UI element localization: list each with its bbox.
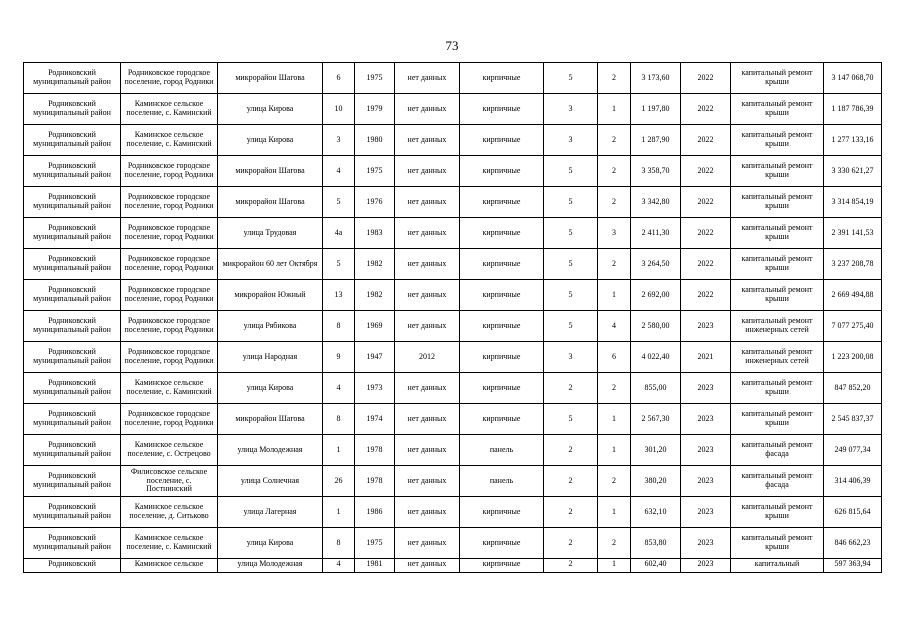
cell-work-type: капитальный ремонт крыши <box>731 497 824 528</box>
cell-house-number: 5 <box>323 187 355 218</box>
cell-entrances: 1 <box>598 497 631 528</box>
cell-cost: 2 545 837,37 <box>824 404 882 435</box>
cell-house-number: 8 <box>323 404 355 435</box>
cell-wall-material: кирпичные <box>460 559 544 573</box>
cell-year-renovated: нет данных <box>395 311 460 342</box>
cell-work-type: капитальный ремонт крыши <box>731 156 824 187</box>
cell-house-number: 6 <box>323 63 355 94</box>
cell-work-type: капитальный ремонт крыши <box>731 280 824 311</box>
cell-wall-material: панель <box>460 435 544 466</box>
cell-district: Родниковский муниципальный район <box>24 280 121 311</box>
cell-street: микрорайон 60 лет Октября <box>218 249 323 280</box>
cell-year-renovated: нет данных <box>395 528 460 559</box>
cell-year-renovated: нет данных <box>395 125 460 156</box>
cell-year-built: 1975 <box>355 63 395 94</box>
cell-district: Родниковский муниципальный район <box>24 435 121 466</box>
cell-entrances: 2 <box>598 156 631 187</box>
cell-year-planned: 2023 <box>681 373 731 404</box>
cell-settlement: Родниковское городское поселение, город Родники <box>121 156 218 187</box>
cell-district: Родниковский муниципальный район <box>24 94 121 125</box>
cell-district: Родниковский <box>24 559 121 573</box>
cell-house-number: 5 <box>323 249 355 280</box>
cell-street: микрорайон Шагова <box>218 63 323 94</box>
cell-cost: 597 363,94 <box>824 559 882 573</box>
cell-district: Родниковский муниципальный район <box>24 249 121 280</box>
cell-settlement: Родниковское городское поселение, город Родники <box>121 342 218 373</box>
cell-year-renovated: нет данных <box>395 63 460 94</box>
cell-year-planned: 2022 <box>681 63 731 94</box>
cell-cost: 847 852,20 <box>824 373 882 404</box>
cell-cost: 3 330 621,27 <box>824 156 882 187</box>
cell-work-type: капитальный ремонт инженерных сетей <box>731 311 824 342</box>
cell-area: 1 197,80 <box>631 94 681 125</box>
cell-district: Родниковский муниципальный район <box>24 466 121 497</box>
cell-area: 2 692,00 <box>631 280 681 311</box>
cell-house-number: 26 <box>323 466 355 497</box>
cell-work-type: капитальный ремонт крыши <box>731 404 824 435</box>
cell-wall-material: панель <box>460 466 544 497</box>
cell-floors: 2 <box>544 497 598 528</box>
cell-cost: 3 314 854,19 <box>824 187 882 218</box>
cell-year-planned: 2022 <box>681 94 731 125</box>
cell-year-planned: 2022 <box>681 156 731 187</box>
table-row <box>24 311 882 342</box>
table-row <box>24 342 882 373</box>
cell-floors: 5 <box>544 404 598 435</box>
cell-house-number: 8 <box>323 528 355 559</box>
cell-entrances: 2 <box>598 528 631 559</box>
cell-floors: 5 <box>544 280 598 311</box>
cell-area: 3 173,60 <box>631 63 681 94</box>
cell-entrances: 2 <box>598 249 631 280</box>
cell-floors: 5 <box>544 187 598 218</box>
table-row <box>24 466 882 497</box>
cell-district: Родниковский муниципальный район <box>24 311 121 342</box>
cell-settlement: Родниковское городское поселение, город Родники <box>121 404 218 435</box>
cell-area: 2 580,00 <box>631 311 681 342</box>
cell-year-planned: 2023 <box>681 466 731 497</box>
cell-settlement: Каминское сельское поселение, с. Каминский <box>121 528 218 559</box>
cell-year-built: 1969 <box>355 311 395 342</box>
cell-street: микрорайон Шагова <box>218 187 323 218</box>
cell-area: 301,20 <box>631 435 681 466</box>
cell-house-number: 13 <box>323 280 355 311</box>
cell-street: улица Народная <box>218 342 323 373</box>
table-row <box>24 94 882 125</box>
cell-area: 855,00 <box>631 373 681 404</box>
cell-cost: 2 391 141,53 <box>824 218 882 249</box>
cell-year-planned: 2022 <box>681 249 731 280</box>
cell-district: Родниковский муниципальный район <box>24 125 121 156</box>
table-row <box>24 435 882 466</box>
cell-wall-material: кирпичные <box>460 280 544 311</box>
cell-settlement: Родниковское городское поселение, город Родники <box>121 311 218 342</box>
cell-district: Родниковский муниципальный район <box>24 497 121 528</box>
table-row <box>24 280 882 311</box>
cell-year-renovated: нет данных <box>395 94 460 125</box>
cell-year-built: 1979 <box>355 94 395 125</box>
cell-street: улица Молодежная <box>218 435 323 466</box>
cell-work-type: капитальный ремонт крыши <box>731 94 824 125</box>
cell-entrances: 2 <box>598 466 631 497</box>
cell-year-planned: 2022 <box>681 187 731 218</box>
table-row <box>24 404 882 435</box>
cell-floors: 3 <box>544 125 598 156</box>
table-row <box>24 249 882 280</box>
cell-area: 380,20 <box>631 466 681 497</box>
cell-street: улица Трудовая <box>218 218 323 249</box>
cell-wall-material: кирпичные <box>460 528 544 559</box>
cell-year-planned: 2023 <box>681 559 731 573</box>
cell-settlement: Каминское сельское поселение, с. Каминский <box>121 373 218 404</box>
cell-cost: 3 147 068,70 <box>824 63 882 94</box>
cell-area: 632,10 <box>631 497 681 528</box>
cell-house-number: 4 <box>323 373 355 404</box>
cell-year-built: 1986 <box>355 497 395 528</box>
cell-year-built: 1982 <box>355 280 395 311</box>
cell-year-renovated: нет данных <box>395 218 460 249</box>
cell-entrances: 4 <box>598 311 631 342</box>
cell-house-number: 3 <box>323 125 355 156</box>
cell-year-built: 1974 <box>355 404 395 435</box>
cell-year-built: 1975 <box>355 156 395 187</box>
cell-district: Родниковский муниципальный район <box>24 404 121 435</box>
cell-cost: 249 077,34 <box>824 435 882 466</box>
cell-entrances: 1 <box>598 559 631 573</box>
cell-wall-material: кирпичные <box>460 125 544 156</box>
cell-district: Родниковский муниципальный район <box>24 156 121 187</box>
cell-wall-material: кирпичные <box>460 63 544 94</box>
cell-cost: 2 669 494,88 <box>824 280 882 311</box>
cell-street: улица Кирова <box>218 528 323 559</box>
cell-house-number: 4 <box>323 156 355 187</box>
cell-street: микрорайон Южный <box>218 280 323 311</box>
cell-year-renovated: нет данных <box>395 497 460 528</box>
cell-area: 2 411,30 <box>631 218 681 249</box>
cell-floors: 5 <box>544 249 598 280</box>
cell-year-built: 1978 <box>355 435 395 466</box>
table-row <box>24 373 882 404</box>
cell-year-renovated: нет данных <box>395 404 460 435</box>
cell-settlement: Родниковское городское поселение, город Родники <box>121 249 218 280</box>
cell-year-built: 1982 <box>355 249 395 280</box>
cell-floors: 3 <box>544 94 598 125</box>
cell-cost: 1 277 133,16 <box>824 125 882 156</box>
cell-cost: 3 237 208,78 <box>824 249 882 280</box>
cell-wall-material: кирпичные <box>460 497 544 528</box>
cell-wall-material: кирпичные <box>460 156 544 187</box>
cell-entrances: 1 <box>598 94 631 125</box>
cell-work-type: капитальный ремонт крыши <box>731 249 824 280</box>
cell-area: 4 022,40 <box>631 342 681 373</box>
cell-floors: 5 <box>544 218 598 249</box>
table-row <box>24 528 882 559</box>
cell-floors: 2 <box>544 559 598 573</box>
cell-year-planned: 2022 <box>681 125 731 156</box>
cell-work-type: капитальный ремонт фасада <box>731 435 824 466</box>
cell-year-planned: 2023 <box>681 497 731 528</box>
cell-wall-material: кирпичные <box>460 404 544 435</box>
cell-street: улица Солнечная <box>218 466 323 497</box>
cell-settlement: Каминское сельское <box>121 559 218 573</box>
table-body <box>24 63 882 573</box>
cell-year-planned: 2023 <box>681 311 731 342</box>
cell-street: улица Кирова <box>218 94 323 125</box>
cell-area: 1 287,90 <box>631 125 681 156</box>
cell-year-renovated: нет данных <box>395 280 460 311</box>
cell-street: улица Рябикова <box>218 311 323 342</box>
cell-settlement: Каминское сельское поселение, с. Каминский <box>121 125 218 156</box>
cell-settlement: Филисовское сельское поселение, с. Постнинский <box>121 466 218 497</box>
cell-wall-material: кирпичные <box>460 373 544 404</box>
table-row <box>24 125 882 156</box>
cell-area: 3 358,70 <box>631 156 681 187</box>
cell-floors: 2 <box>544 528 598 559</box>
cell-entrances: 6 <box>598 342 631 373</box>
cell-settlement: Родниковское городское поселение, город Родники <box>121 218 218 249</box>
cell-wall-material: кирпичные <box>460 94 544 125</box>
table-row <box>24 63 882 94</box>
cell-house-number: 8 <box>323 311 355 342</box>
cell-district: Родниковский муниципальный район <box>24 342 121 373</box>
cell-settlement: Родниковское городское поселение, город Родники <box>121 187 218 218</box>
table-row <box>24 156 882 187</box>
table-row <box>24 497 882 528</box>
cell-district: Родниковский муниципальный район <box>24 373 121 404</box>
cell-house-number: 10 <box>323 94 355 125</box>
cell-work-type: капитальный ремонт крыши <box>731 125 824 156</box>
cell-settlement: Родниковское городское поселение, город Родники <box>121 63 218 94</box>
cell-year-renovated: нет данных <box>395 249 460 280</box>
cell-wall-material: кирпичные <box>460 249 544 280</box>
cell-area: 3 342,80 <box>631 187 681 218</box>
cell-work-type: капитальный <box>731 559 824 573</box>
table-row <box>24 218 882 249</box>
cell-year-built: 1978 <box>355 466 395 497</box>
cell-entrances: 2 <box>598 187 631 218</box>
cell-street: микрорайон Шагова <box>218 404 323 435</box>
cell-entrances: 2 <box>598 63 631 94</box>
cell-year-renovated: нет данных <box>395 435 460 466</box>
cell-year-built: 1980 <box>355 125 395 156</box>
cell-house-number: 1 <box>323 497 355 528</box>
cell-work-type: капитальный ремонт фасада <box>731 466 824 497</box>
table-row <box>24 187 882 218</box>
cell-wall-material: кирпичные <box>460 311 544 342</box>
cell-year-planned: 2023 <box>681 404 731 435</box>
cell-entrances: 3 <box>598 218 631 249</box>
page-number: 73 <box>445 38 459 53</box>
cell-work-type: капитальный ремонт инженерных сетей <box>731 342 824 373</box>
cell-district: Родниковский муниципальный район <box>24 63 121 94</box>
cell-entrances: 1 <box>598 435 631 466</box>
cell-floors: 3 <box>544 342 598 373</box>
cell-cost: 1 223 200,08 <box>824 342 882 373</box>
cell-settlement: Каминское сельское поселение, с. Острецово <box>121 435 218 466</box>
cell-year-planned: 2022 <box>681 280 731 311</box>
cell-area: 602,40 <box>631 559 681 573</box>
cell-street: улица Лагерная <box>218 497 323 528</box>
cell-year-built: 1975 <box>355 528 395 559</box>
cell-year-renovated: нет данных <box>395 373 460 404</box>
cell-district: Родниковский муниципальный район <box>24 218 121 249</box>
cell-year-planned: 2023 <box>681 528 731 559</box>
cell-district: Родниковский муниципальный район <box>24 528 121 559</box>
cell-wall-material: кирпичные <box>460 218 544 249</box>
cell-work-type: капитальный ремонт крыши <box>731 218 824 249</box>
cell-year-built: 1981 <box>355 559 395 573</box>
cell-settlement: Родниковское городское поселение, город Родники <box>121 280 218 311</box>
cell-area: 3 264,50 <box>631 249 681 280</box>
cell-year-built: 1947 <box>355 342 395 373</box>
cell-settlement: Каминское сельское поселение, д. Ситьково <box>121 497 218 528</box>
cell-floors: 5 <box>544 63 598 94</box>
cell-year-built: 1976 <box>355 187 395 218</box>
cell-entrances: 2 <box>598 125 631 156</box>
cell-entrances: 1 <box>598 404 631 435</box>
cell-year-planned: 2021 <box>681 342 731 373</box>
cell-work-type: капитальный ремонт крыши <box>731 63 824 94</box>
cell-settlement: Каминское сельское поселение, с. Каминский <box>121 94 218 125</box>
cell-street: улица Кирова <box>218 373 323 404</box>
cell-cost: 1 187 786,39 <box>824 94 882 125</box>
cell-year-renovated: нет данных <box>395 559 460 573</box>
cell-wall-material: кирпичные <box>460 342 544 373</box>
cell-year-built: 1973 <box>355 373 395 404</box>
cell-floors: 2 <box>544 466 598 497</box>
cell-street: улица Молодежная <box>218 559 323 573</box>
cell-house-number: 4 <box>323 559 355 573</box>
cell-floors: 2 <box>544 373 598 404</box>
cell-cost: 626 815,64 <box>824 497 882 528</box>
cell-work-type: капитальный ремонт крыши <box>731 373 824 404</box>
cell-year-built: 1983 <box>355 218 395 249</box>
cell-cost: 7 077 275,40 <box>824 311 882 342</box>
cell-year-renovated: нет данных <box>395 466 460 497</box>
cell-year-renovated: нет данных <box>395 187 460 218</box>
cell-street: улица Кирова <box>218 125 323 156</box>
cell-year-renovated: 2012 <box>395 342 460 373</box>
cell-cost: 314 406,39 <box>824 466 882 497</box>
cell-house-number: 4а <box>323 218 355 249</box>
cell-year-planned: 2022 <box>681 218 731 249</box>
cell-year-planned: 2023 <box>681 435 731 466</box>
cell-area: 853,80 <box>631 528 681 559</box>
cell-cost: 846 662,23 <box>824 528 882 559</box>
cell-entrances: 1 <box>598 280 631 311</box>
cell-wall-material: кирпичные <box>460 187 544 218</box>
cell-street: микрорайон Шагова <box>218 156 323 187</box>
cell-floors: 2 <box>544 435 598 466</box>
cell-floors: 5 <box>544 311 598 342</box>
cell-work-type: капитальный ремонт крыши <box>731 528 824 559</box>
cell-area: 2 567,30 <box>631 404 681 435</box>
cell-house-number: 1 <box>323 435 355 466</box>
cell-district: Родниковский муниципальный район <box>24 187 121 218</box>
housing-repair-table <box>23 62 882 573</box>
table-row <box>24 559 882 573</box>
cell-floors: 5 <box>544 156 598 187</box>
cell-year-renovated: нет данных <box>395 156 460 187</box>
cell-work-type: капитальный ремонт крыши <box>731 187 824 218</box>
cell-entrances: 2 <box>598 373 631 404</box>
cell-house-number: 9 <box>323 342 355 373</box>
